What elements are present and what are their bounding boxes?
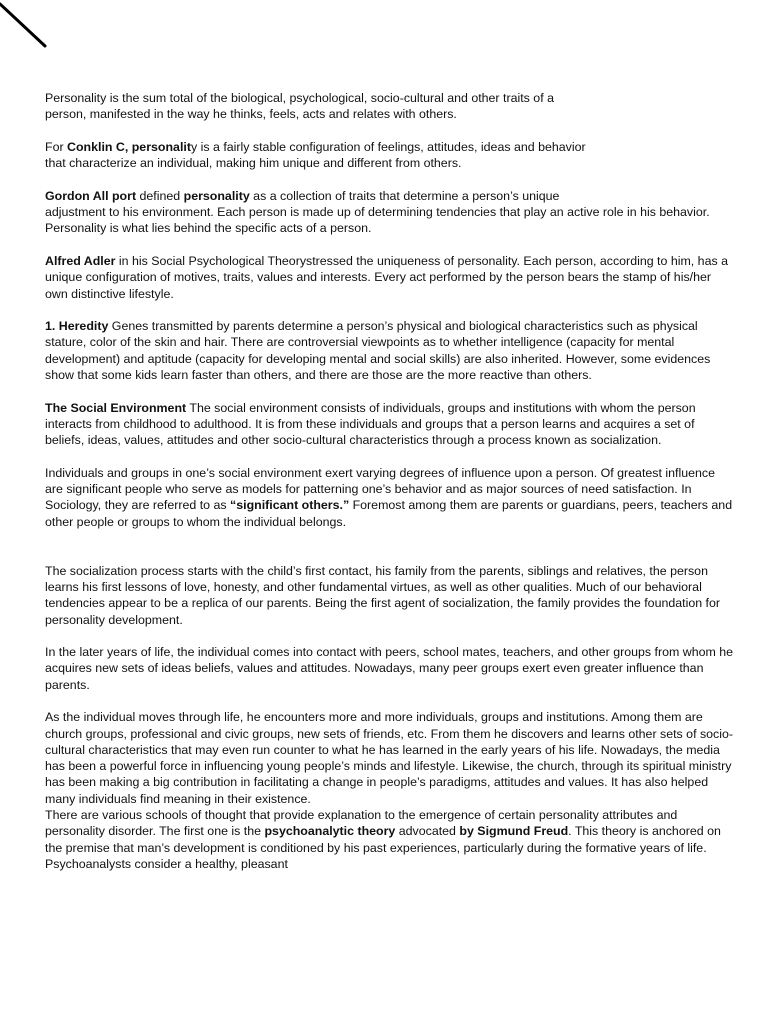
paragraph-text: . This theory is anchored on the premise that man’s development is conditioned by his past experiences, particularly during the formative years of life. Psychoanalysts consider a healthy, pleasant [45, 824, 721, 871]
paragraph-p1 [45, 90, 735, 123]
paragraph-text: Personality is the sum total of the biological, psychological, socio-cultural and other traits of a [45, 91, 554, 105]
bold-text: by Sigmund Freud [459, 824, 569, 839]
paragraph-p11 [45, 807, 735, 872]
bold-text: Gordon All port [45, 188, 137, 203]
paragraph-text: advocated [395, 824, 460, 839]
paragraph-p9 [45, 644, 735, 693]
paragraph-text: that characterize an individual, making him unique and different from others. [45, 156, 462, 171]
paragraph-text: The social environment consists of individuals, groups and institutions with whom the person interacts from childhood to adulthood. It is from these individuals and groups that a person learns and acquires a set of beliefs, ideas, values, attitudes and other socio-cultural characteristics through a process known as socialization. [45, 400, 696, 448]
bold-text: Conklin C, personalit [67, 139, 191, 154]
paragraph-text: as a collection of traits that determine a person’s unique [249, 188, 560, 203]
paragraph-text: Genes transmitted by parents determine a person’s physical and biological characteristics such as physical stature, color of the skin and hair. There are controversial viewpoints as to whether intelligence (capacity for mental development) and aptitude (capacity for developing mental and social skills) are also inherited. However, some evidences show that some kids learn faster than others, and there are those are the more reactive than others. [45, 319, 711, 383]
paragraph-p2 [45, 139, 735, 172]
paragraph-p5 [45, 318, 735, 383]
paragraph-p10 [45, 709, 735, 807]
bold-text: The Social Environment [45, 400, 187, 415]
paragraph-p4 [45, 253, 735, 302]
bold-text: personality [183, 188, 250, 203]
paragraph-text: Individuals and groups in one’s social environment exert varying degrees of influence upon a person. Of greatest influence are significant people who serve as models for patterning one’s behavior and as major sources of need satisfaction. In Sociology, they are referred to as [45, 465, 715, 513]
paragraph-text: As the individual moves through life, he encounters more and more individuals, groups and institutions. Among them are church groups, professional and civic groups, new sets of friends, etc. From them he discovers and learns other sets of socio-cultural characteristics that may even run counter to what he has learned in the early years of his life. Nowadays, the media has been a powerful force in influencing young people’s minds and lifestyle. Likewise, the church, through its spiritual ministry has been making a big contribution in facilitating a change in people’s paradigms, attitudes and values. It has also helped many individuals find meaning in their existence. [45, 710, 734, 806]
paragraph-p8 [45, 563, 735, 628]
paragraph-p6 [45, 400, 735, 449]
bold-text: Alfred Adler [45, 253, 116, 268]
paragraph-text: In the later years of life, the individual comes into contact with peers, school mates, teachers, and other groups from whom he acquires new sets of ideas beliefs, values and attitudes. Nowadays, many peer groups exert even greater influence than parents. [45, 645, 734, 692]
document-body [45, 90, 735, 889]
paragraph-text: The socialization process starts with the child’s first contact, his family from the parents, siblings and relatives, the person learns his first lessons of love, honesty, and other fundamental virtues, as well as other qualities. Much of our behavioral tendencies appear to be a replica of our parents. Being the first agent of socialization, the family provides the foundation for personality development. [45, 563, 721, 627]
corner-fold-line [0, 0, 60, 60]
paragraph-p7 [45, 465, 735, 530]
bold-text: psychoanalytic theory [264, 824, 396, 839]
paragraph-text: adjustment to his environment. Each person is made up of determining tendencies that play an active role in his behavior. Personality is what lies behind the specific acts of a person. [45, 205, 710, 236]
bold-text: 1. Heredity [45, 319, 109, 334]
paragraph-text: y is a fairly stable configuration of feelings, attitudes, ideas and behavior [190, 139, 586, 154]
paragraph-p3 [45, 188, 735, 237]
paragraph-text: person, manifested in the way he thinks, feels, acts and relates with others. [45, 107, 457, 122]
bold-text: “significant others.” [230, 498, 350, 513]
paragraph-text: in his Social Psychological Theorystressed the uniqueness of personality. Each person, according to him, has a unique configuration of motives, traits, values and interests. Every act performed by the person bears the stamp of his/her own distinctive lifestyle. [45, 253, 728, 301]
paragraph-text: defined [136, 188, 184, 203]
paragraph-text: Foremost among them are parents or guardians, peers, teachers and other people or groups to whom the individual belongs. [45, 498, 733, 529]
paragraph-text: There are various schools of thought that provide explanation to the emergence of certain personality attributes and personality disorder. The first one is the [45, 808, 678, 839]
paragraph-text: For [45, 139, 68, 154]
